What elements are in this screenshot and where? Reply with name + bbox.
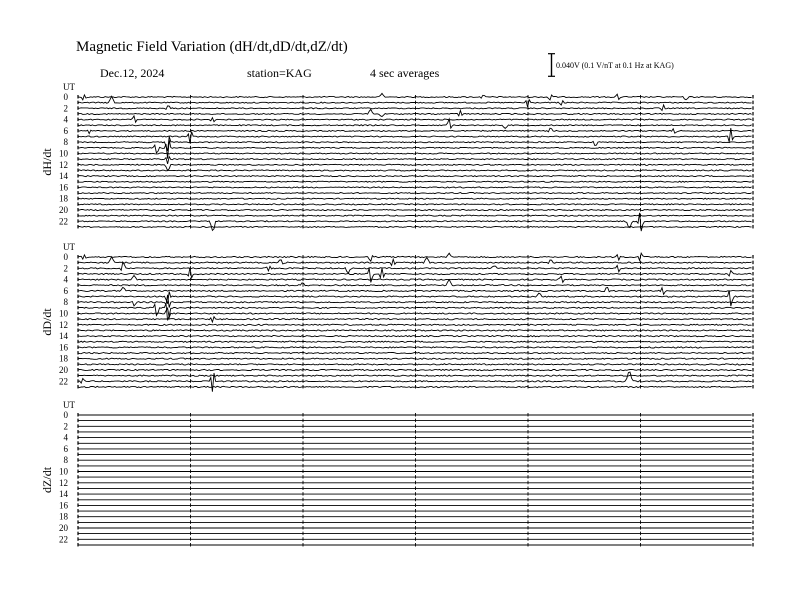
trace-line [78,287,752,294]
hour-label: 12 [59,159,68,170]
trace-line [78,157,752,164]
hour-label: 8 [63,297,68,308]
trace-line [78,336,752,337]
hour-label: 10 [59,148,68,159]
trace-line [78,372,752,392]
chart-title: Magnetic Field Variation (dH/dt,dD/dt,dZ/dt) [76,39,348,55]
ut-label: UT [63,82,75,92]
trace-line [78,96,752,107]
trace-line [78,226,752,227]
trace-line [78,253,752,261]
trace-line [78,187,752,188]
hour-label: 14 [59,331,68,342]
trace-line [78,215,752,216]
trace-line [78,347,752,348]
hour-label: 18 [59,193,68,204]
hour-label: 6 [63,443,68,454]
hour-label: 6 [63,125,68,136]
trace-line [78,193,752,194]
trace-line [78,170,752,171]
hour-label: 22 [59,216,68,227]
date-label: Dec.12, 2024 [100,66,165,80]
hour-label: 0 [63,92,68,102]
trace-line [78,109,752,116]
trace-line [78,308,752,318]
hour-label: 4 [63,432,68,443]
trace-line [78,341,752,342]
component-label: dH/dt [40,148,54,176]
hour-label: 14 [59,489,68,500]
hour-label: 0 [63,252,68,262]
trace-line [78,164,752,170]
trace-line [78,369,752,370]
hour-label: 6 [63,285,68,296]
trace-line [78,290,752,306]
hour-label: 20 [59,523,68,533]
trace-line [78,137,752,152]
trace-line [78,375,752,376]
trace-line [78,128,752,133]
hour-label: 10 [59,466,68,477]
hour-label: 8 [63,455,68,466]
hour-label: 12 [59,319,68,330]
trace-line [78,153,752,154]
ut-label: UT [63,400,75,410]
trace-line [78,386,752,387]
hour-label: 2 [63,103,68,114]
trace-line [78,280,752,286]
trace-line [78,176,752,177]
trace-line [78,262,752,273]
hour-label: 16 [59,342,68,353]
trace-line [78,257,752,266]
component-label: dZ/dt [40,466,54,493]
trace-line [78,324,752,325]
averaging-label: 4 sec averages [370,66,440,80]
trace-line [78,352,752,353]
hour-label: 22 [59,376,68,387]
hour-label: 20 [59,365,68,375]
hour-label: 16 [59,182,68,193]
trace-line [78,119,752,128]
hour-label: 2 [63,421,68,432]
hour-label: 8 [63,137,68,148]
hour-label: 14 [59,171,68,182]
trace-line [78,317,752,322]
trace-line [78,181,752,182]
station-label: station=KAG [247,66,312,80]
hour-label: 2 [63,263,68,274]
scale-label: 0.040V (0.1 V/nT at 0.1 Hz at KAG) [556,61,674,70]
trace-line [78,116,752,122]
hour-label: 20 [59,205,68,215]
trace-line [78,304,752,321]
hour-label: 4 [63,274,68,285]
trace-line [78,364,752,365]
component-label: dD/dt [40,308,54,336]
trace-line [78,198,752,199]
trace-line [78,330,752,331]
hour-label: 16 [59,500,68,511]
hour-label: 18 [59,353,68,364]
trace-line [78,276,752,283]
hour-label: 10 [59,308,68,319]
trace-line [78,105,752,111]
trace-line [78,204,752,205]
trace-line [78,268,752,283]
hour-label: 22 [59,534,68,545]
trace-line [78,209,752,210]
hour-label: 0 [63,410,68,420]
hour-label: 4 [63,114,68,125]
trace-line [78,93,752,100]
hour-label: 18 [59,511,68,522]
hour-label: 12 [59,477,68,488]
ut-label: UT [63,242,75,252]
trace-line [78,358,752,359]
